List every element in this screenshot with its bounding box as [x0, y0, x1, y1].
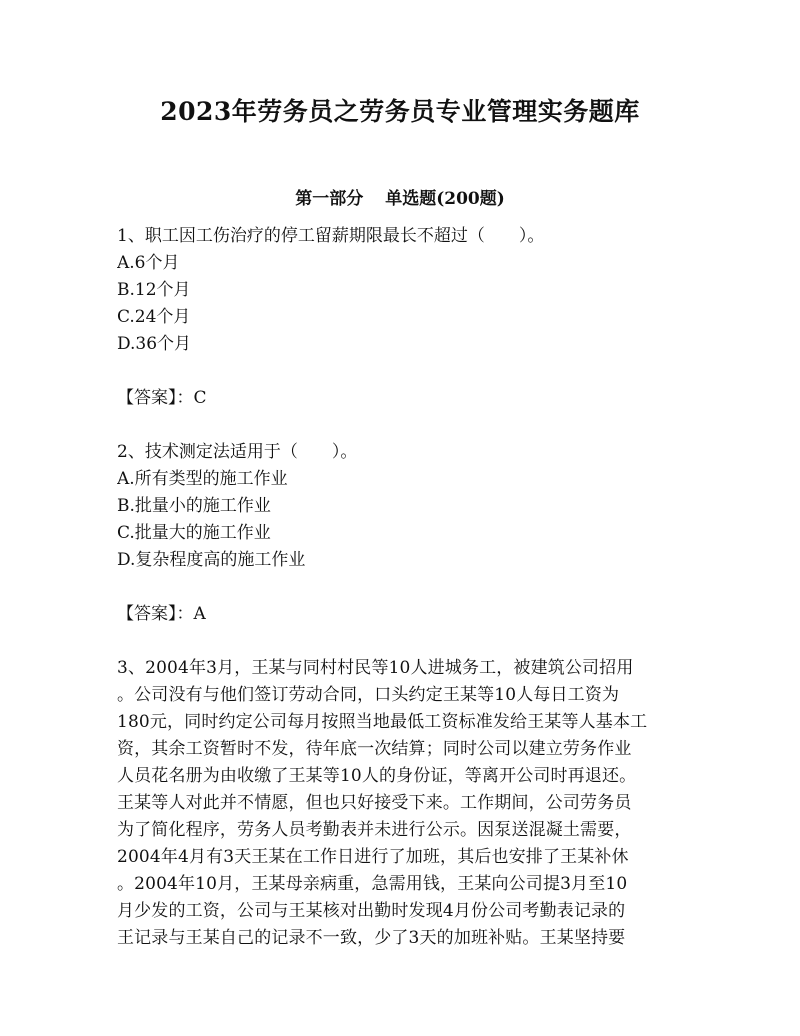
option-c: C.批量大的施工作业	[117, 523, 271, 543]
question-1	[117, 223, 697, 412]
answer-line	[117, 601, 697, 628]
section-heading	[0, 184, 800, 209]
option-d: D.36个月	[117, 334, 192, 354]
answer-line	[117, 385, 697, 412]
paragraph-line: 王记录与王某自己的记录不一致，少了3天的加班补贴。王某坚持要	[117, 928, 626, 948]
option-a: A.所有类型的施工作业	[117, 469, 288, 489]
paragraph-line: 3、2004年3月，王某与同村村民等10人进城务工，被建筑公司招用	[117, 658, 634, 678]
paragraph-line: 2004年4月有3天王某在工作日进行了加班，其后也安排了王某补休	[117, 847, 629, 867]
option-d: D.复杂程度高的施工作业	[117, 550, 306, 570]
option-c: C.24个月	[117, 307, 191, 327]
spacer	[117, 412, 697, 439]
question-stem: 1、职工因工伤治疗的停工留薪期限最长不超过（ ）。	[117, 226, 545, 246]
paragraph-line: 王某等人对此并不情愿，但也只好接受下来。工作期间，公司劳务员	[117, 793, 632, 813]
answer-value: A	[193, 604, 206, 624]
option-b: B.批量小的施工作业	[117, 496, 271, 516]
option-b: B.12个月	[117, 280, 191, 300]
paragraph-line: 月少发的工资，公司与王某核对出勤时发现4月份公司考勤表记录的	[117, 901, 626, 921]
document-title: 2023年劳务员之劳务员专业管理实务题库	[160, 97, 640, 126]
answer-label: 【答案】：	[117, 388, 194, 408]
section-name: 单选题(200题)	[385, 189, 505, 209]
section-part: 第一部分	[295, 189, 364, 209]
paragraph-line: 。2004年10月，王某母亲病重，急需用钱，王某向公司提3月至10	[117, 874, 628, 894]
question-2	[117, 439, 697, 628]
question-3	[117, 655, 697, 952]
document-body	[117, 223, 697, 952]
answer-value: C	[193, 388, 207, 408]
paragraph-line: 为了简化程序，劳务人员考勤表并未进行公示。因泵送混凝土需要，	[117, 820, 632, 840]
spacer	[117, 574, 697, 601]
paragraph-line: 。公司没有与他们签订劳动合同，口头约定王某等10人每日工资为	[117, 685, 620, 705]
option-a: A.6个月	[117, 253, 180, 273]
answer-label: 【答案】：	[117, 604, 194, 624]
paragraph-line: 资，其余工资暂时不发，待年底一次结算；同时公司以建立劳务作业	[117, 739, 632, 759]
paragraph-line: 人员花名册为由收缴了王某等10人的身份证，等离开公司时再退还。	[117, 766, 637, 786]
paragraph-line: 180元，同时约定公司每月按照当地最低工资标准发给王某等人基本工	[117, 712, 648, 732]
spacer	[117, 628, 697, 655]
spacer	[117, 358, 697, 385]
question-stem: 2、技术测定法适用于（ ）。	[117, 442, 358, 462]
